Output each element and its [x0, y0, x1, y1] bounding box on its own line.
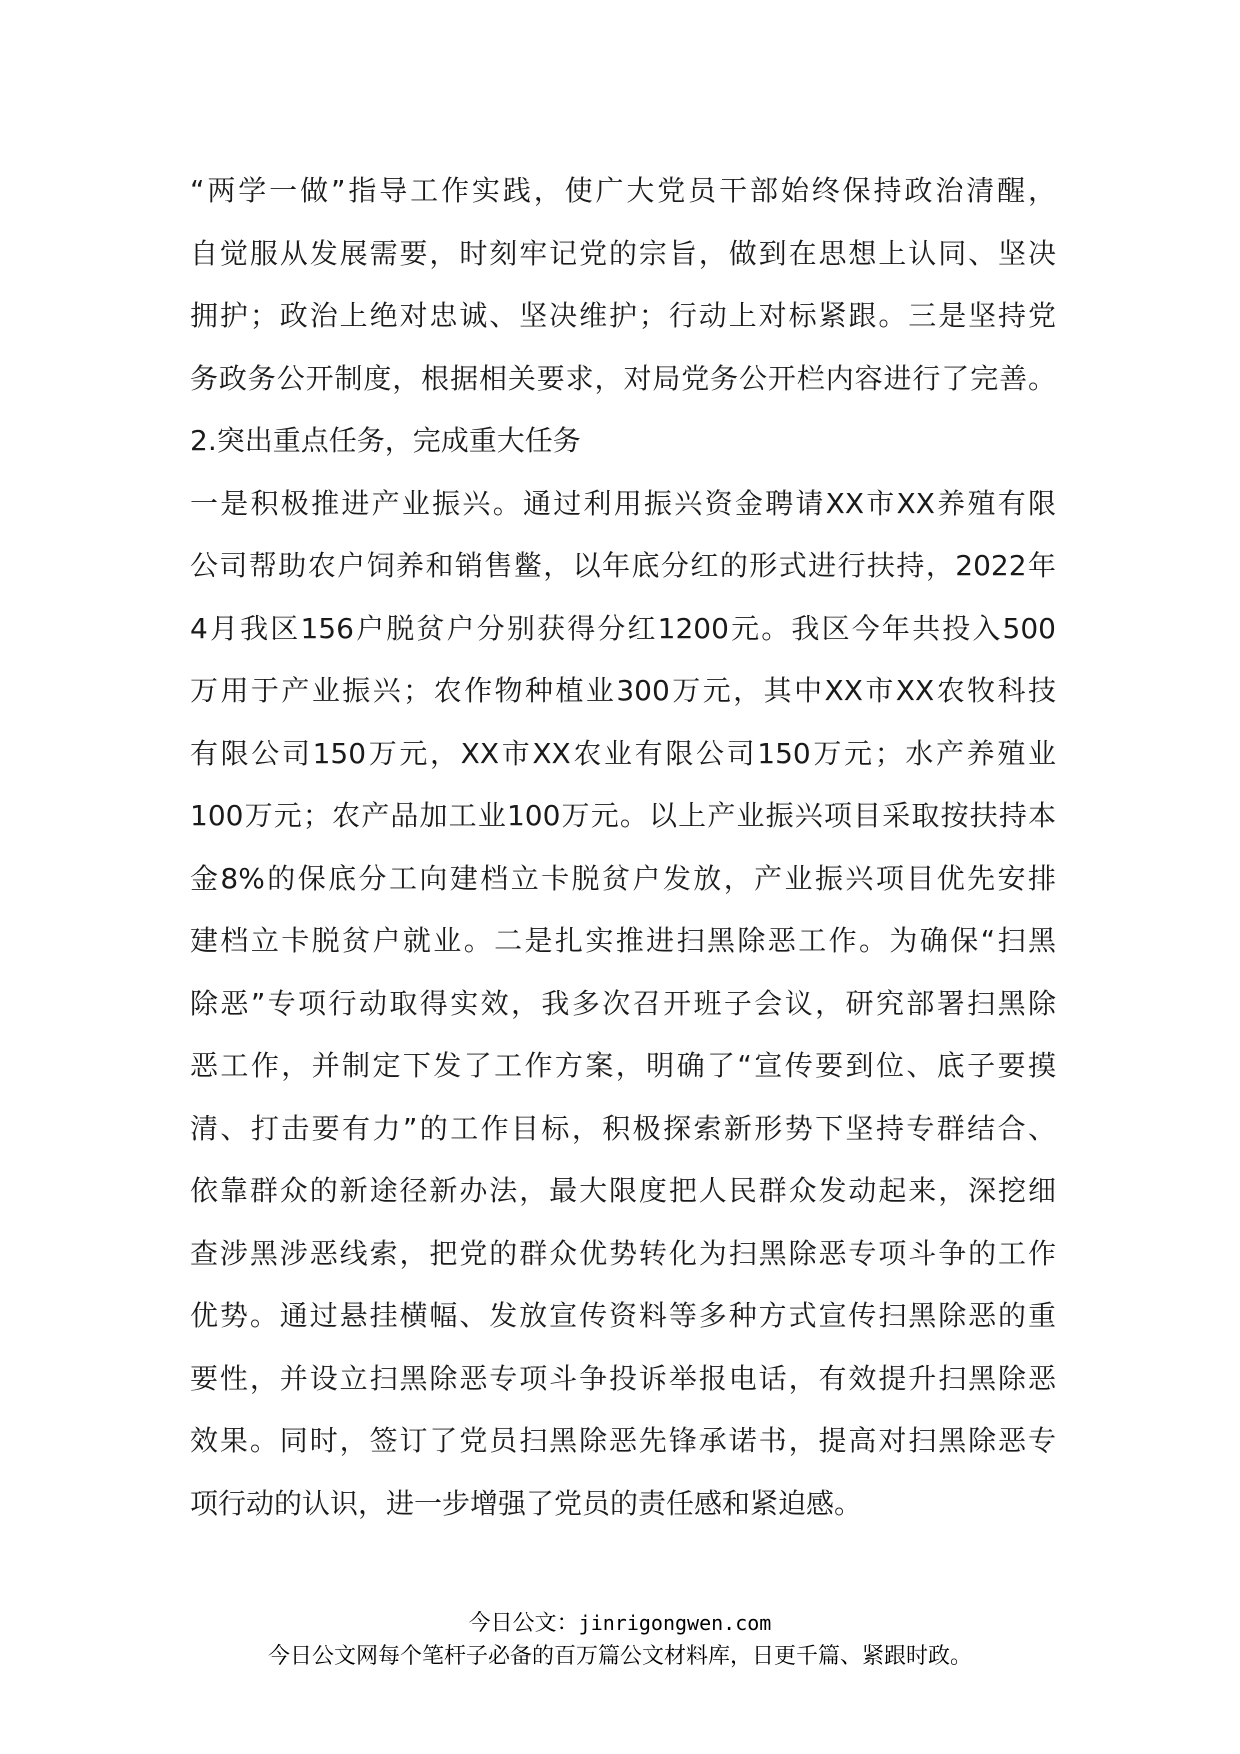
body-line: 优势。通过悬挂横幅、发放宣传资料等多种方式宣传扫黑除恶的重 — [190, 1299, 1056, 1332]
body-line: “两学一做”指导工作实践，使广大党员干部始终保持政治清醒， — [190, 174, 1056, 207]
body-line: 建档立卡脱贫户就业。二是扎实推进扫黑除恶工作。为确保“扫黑 — [190, 924, 1056, 957]
body-line: 要性，并设立扫黑除恶专项斗争投诉举报电话，有效提升扫黑除恶 — [190, 1361, 1056, 1395]
section-heading: 2.突出重点任务，完成重大任务 — [190, 424, 581, 457]
body-line: 恶工作，并制定下发了工作方案，明确了“宣传要到位、底子要摸 — [190, 1049, 1056, 1082]
body-line: 4月我区156户脱贫户分别获得分红1200元。我区今年共投入500 — [190, 611, 1056, 645]
document-body — [190, 160, 1056, 1535]
footer-tagline: 今日公文网每个笔杆子必备的百万篇公文材料库，日更千篇、紧跟时政。 — [267, 1644, 972, 1669]
body-line: 务政务公开制度，根据相关要求，对局党务公开栏内容进行了完善。 — [190, 361, 1056, 395]
body-line: 100万元；农产品加工业100万元。以上产业振兴项目采取按扶持本 — [190, 799, 1056, 832]
body-line: 清、打击要有力”的工作目标，积极探索新形势下坚持专群结合、 — [190, 1111, 1056, 1145]
footer-site — [0, 1608, 1240, 1639]
body-line: 依靠群众的新途径新办法，最大限度把人民群众发动起来，深挖细 — [190, 1174, 1056, 1207]
body-line: 除恶”专项行动取得实效，我多次召开班子会议，研究部署扫黑除 — [190, 986, 1056, 1020]
body-line: 自觉服从发展需要，时刻牢记党的宗旨，做到在思想上认同、坚决 — [190, 236, 1056, 270]
footer-site-label: 今日公文： — [468, 1611, 579, 1636]
body-line: 万用于产业振兴；农作物种植业300万元，其中XX市XX农牧科技 — [190, 674, 1056, 707]
body-line: 一是积极推进产业振兴。通过利用振兴资金聘请XX市XX养殖有限 — [190, 486, 1056, 520]
body-line: 金8%的保底分工向建档立卡脱贫户发放，产业振兴项目优先安排 — [190, 861, 1056, 895]
body-line: 有限公司150万元，XX市XX农业有限公司150万元；水产养殖业 — [190, 736, 1056, 770]
body-line: 效果。同时，签订了党员扫黑除恶先锋承诺书，提高对扫黑除恶专 — [190, 1424, 1056, 1457]
body-line: 查涉黑涉恶线索，把党的群众优势转化为扫黑除恶专项斗争的工作 — [190, 1236, 1056, 1270]
body-line: 项行动的认识，进一步增强了党员的责任感和紧迫感。 — [190, 1486, 863, 1520]
footer-site-link[interactable]: jinrigongwen.com — [578, 1611, 772, 1635]
body-line: 公司帮助农户饲养和销售鳖，以年底分红的形式进行扶持，2022年 — [190, 549, 1056, 582]
body-line: 拥护；政治上绝对忠诚、坚决维护；行动上对标紧跟。三是坚持党 — [190, 299, 1056, 332]
